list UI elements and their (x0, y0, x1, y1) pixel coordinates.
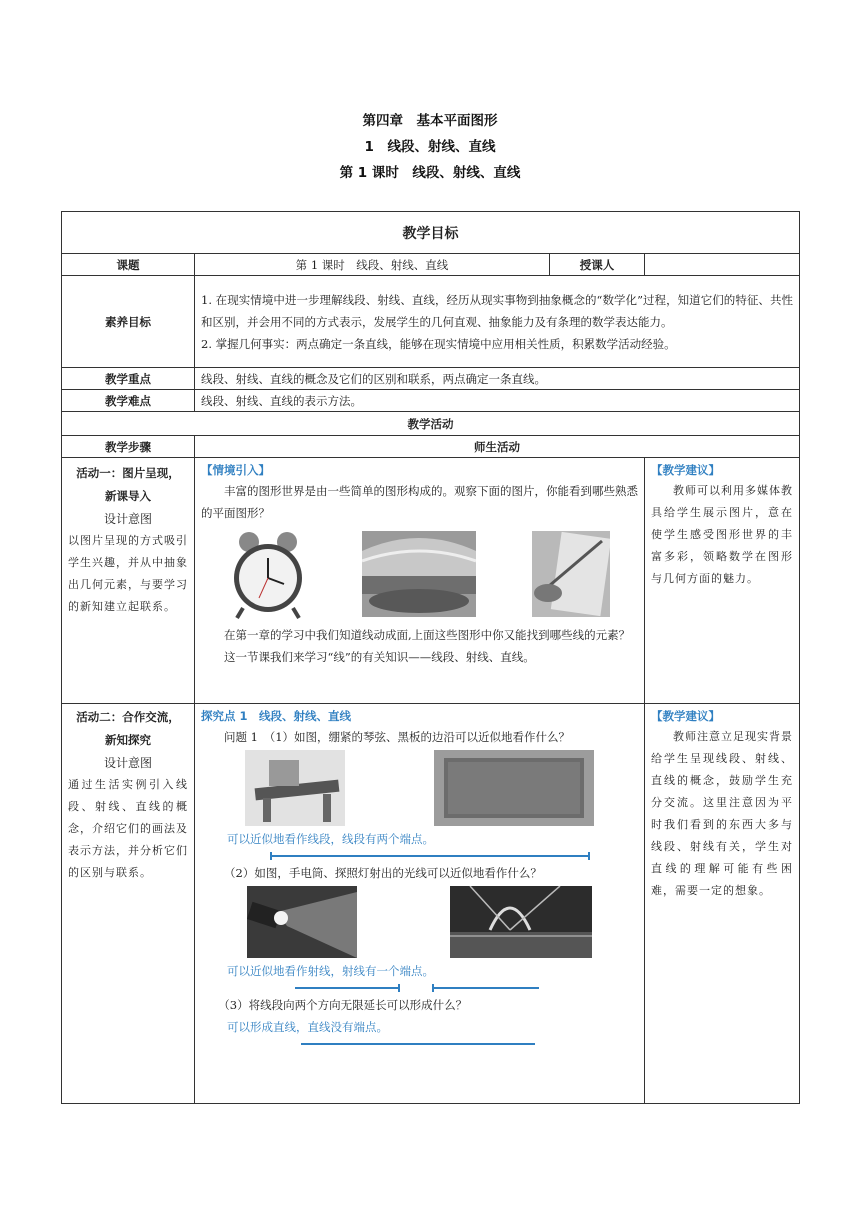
activity2-suggestion (645, 704, 800, 1104)
situation-tag: 【情境引入】 (201, 463, 270, 477)
guqin-image (245, 750, 345, 826)
activity2-title: 活动二：合作交流，新知探究 (76, 710, 180, 747)
blackboard-image (434, 750, 594, 826)
activity2-steps (62, 704, 195, 1104)
flashlight-image (247, 886, 357, 958)
alarm-clock-image (229, 528, 307, 620)
section-title: 1 线段、射线、直线 (364, 139, 496, 155)
key-point-value: 线段、射线、直线的概念及它们的区别和联系，两点确定一条直线。 (195, 368, 800, 390)
activity1-title: 活动一：图片呈现，新课导入 (76, 466, 180, 503)
chapter-title: 第四章 基本平面图形 (362, 113, 498, 129)
activity2-intent: 通过生活实例引入线段、射线、直线的概念，介绍它们的画法及表示方法，并分析它们的区别与联系。 (68, 778, 188, 879)
topic-label: 课题 (62, 254, 195, 276)
title-block (0, 108, 860, 186)
activity1-intent: 以图片呈现的方式吸引学生兴趣，并从中抽象出几何元素，与要学习的新知建立起联系。 (68, 534, 188, 613)
lesson-plan-table (61, 211, 800, 1104)
literacy-goal-2: 2. 掌握几何事实：两点确定一条直线，能够在现实情境中应用相关性质，积累数学活动经验。 (201, 336, 676, 351)
inquiry-point-1: 探究点 1 线段、射线、直线 (201, 709, 352, 723)
answer-1-2: 可以近似地看作射线，射线有一个端点。 (227, 964, 434, 978)
question-1-3: （3）将线段向两个方向无限延长可以形成什么？ (218, 998, 468, 1012)
hand-paper-image (532, 531, 610, 617)
activity1-p3: 这一节课我们来学习“线”的有关知识——线段、射线、直线。 (224, 650, 535, 664)
suggestion-tag-1: 【教学建议】 (651, 463, 720, 477)
searchlight-image (450, 886, 592, 958)
difficulty-value: 线段、射线、直线的表示方法。 (195, 390, 800, 412)
activity1-images (201, 524, 638, 624)
activity1-p2: 在第一章的学习中我们知道线动成面,上面这些图形中你又能找到哪些线的元素？ (224, 628, 631, 642)
topic-value: 第 1 课时 线段、射线、直线 (195, 254, 550, 276)
goals-header: 教学目标 (62, 212, 800, 254)
activity1-steps (62, 458, 195, 704)
lesson-title: 第 1 课时 线段、射线、直线 (339, 165, 521, 181)
activity2-content (195, 704, 645, 1104)
teacher-student-label: 师生活动 (195, 436, 800, 458)
question-2-images (201, 884, 638, 960)
suggestion-tag-2: 【教学建议】 (651, 709, 720, 723)
answer-1-3: 可以形成直线，直线没有端点。 (227, 1020, 388, 1034)
activity1-intent-label: 设计意图 (103, 512, 152, 526)
difficulty-label: 教学难点 (62, 390, 195, 412)
answer-1-1: 可以近似地看作线段，线段有两个端点。 (227, 832, 434, 846)
activity1-p1: 丰富的图形世界是由一些简单的图形构成的。观察下面的图片，你能看到哪些熟悉的平面图形？ (201, 484, 638, 520)
suggestion-text-2: 教师注意立足现实背景给学生呈现线段、射线、直线的概念，鼓励学生充分交流。这里注意因为平时我们看到的东西大多与线段、射线有关，学生对直线的理解可能有些困难，需要一定的想象。 (651, 730, 793, 897)
activities-header: 教学活动 (62, 412, 800, 436)
segment-figure (261, 850, 601, 862)
teacher-value (645, 254, 800, 276)
teacher-label: 授课人 (550, 254, 645, 276)
question-1-images (201, 748, 638, 828)
question-1-2: （2）如图，手电筒、探照灯射出的光线可以近似地看作什么？ (224, 866, 542, 880)
suggestion-text-1: 教师可以利用多媒体教具给学生展示图片，意在使学生感受图形世界的丰富多彩，领略数学在图形与几何方面的魅力。 (651, 484, 793, 585)
activity1-suggestion (645, 458, 800, 704)
activity1-content (195, 458, 645, 704)
literacy-goal-1: 1. 在现实情境中进一步理解线段、射线、直线，经历从现实事物到抽象概念的“数学化”过程，知道它们的特征、共性和区别，并会用不同的方式表示，发展学生的几何直观、抽象能力及有条理的数学表达能力。 (201, 292, 793, 329)
literacy-label: 素养目标 (62, 276, 195, 368)
activity2-intent-label: 设计意图 (103, 756, 152, 770)
question-1-1: 问题 1 （1）如图，绷紧的琴弦、黑板的边沿可以近似地看作什么？ (224, 730, 571, 744)
key-point-label: 教学重点 (62, 368, 195, 390)
ray-figure (291, 982, 631, 994)
literacy-goals (195, 276, 800, 368)
stadium-image (362, 531, 476, 617)
steps-label: 教学步骤 (62, 436, 195, 458)
line-figure (297, 1038, 637, 1050)
